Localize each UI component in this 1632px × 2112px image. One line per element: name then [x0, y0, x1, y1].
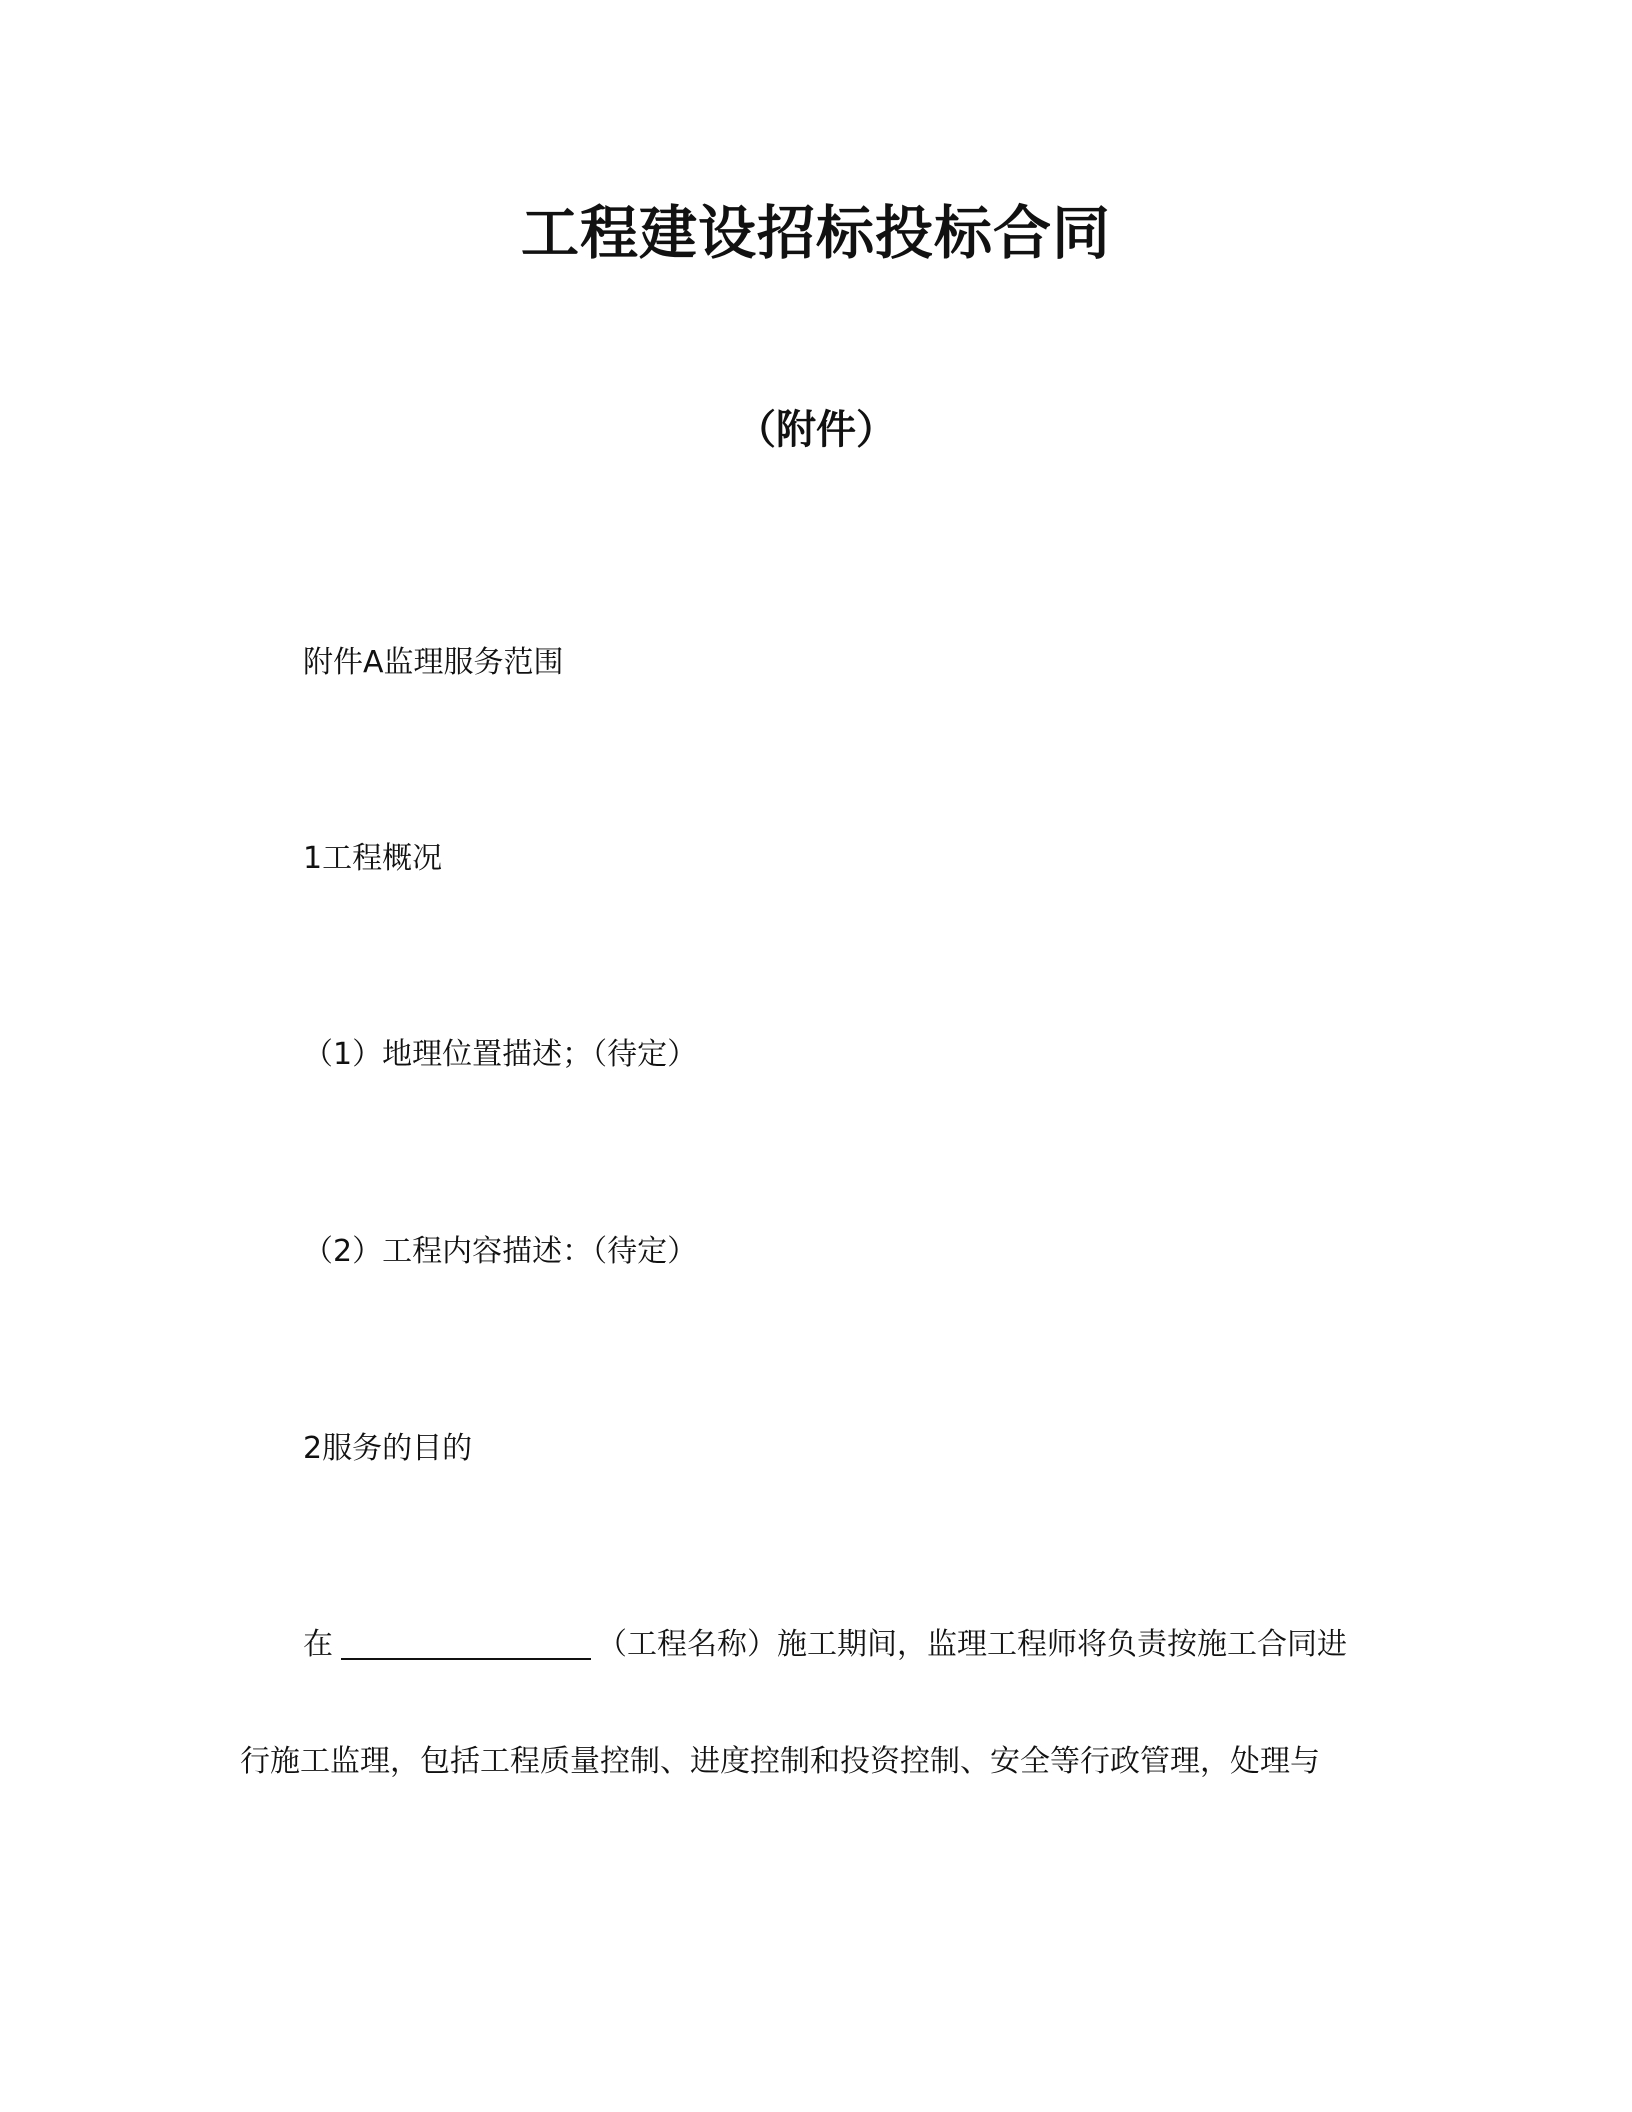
annex-heading: 附件A监理服务范围 — [303, 645, 564, 680]
paragraph-line-1 — [303, 1620, 1347, 1670]
section-1-heading: 1工程概况 — [303, 841, 443, 876]
paragraph-lead-text: 在 — [303, 1627, 333, 1662]
paragraph-line-2: 行施工监理，包括工程质量控制、进度控制和投资控制、安全等行政管理，处理与 — [240, 1744, 1320, 1779]
section-2-heading: 2服务的目的 — [303, 1431, 473, 1466]
paragraph-rest-text: （工程名称）施工期间，监理工程师将负责按施工合同进 — [597, 1627, 1347, 1662]
document-title: 工程建设招标投标合同 — [520, 199, 1111, 267]
project-name-blank — [341, 1624, 591, 1660]
document-subtitle: （附件） — [736, 407, 896, 453]
list-item-content: （2）工程内容描述：（待定） — [303, 1234, 698, 1269]
list-item-location: （1）地理位置描述；（待定） — [303, 1037, 698, 1072]
